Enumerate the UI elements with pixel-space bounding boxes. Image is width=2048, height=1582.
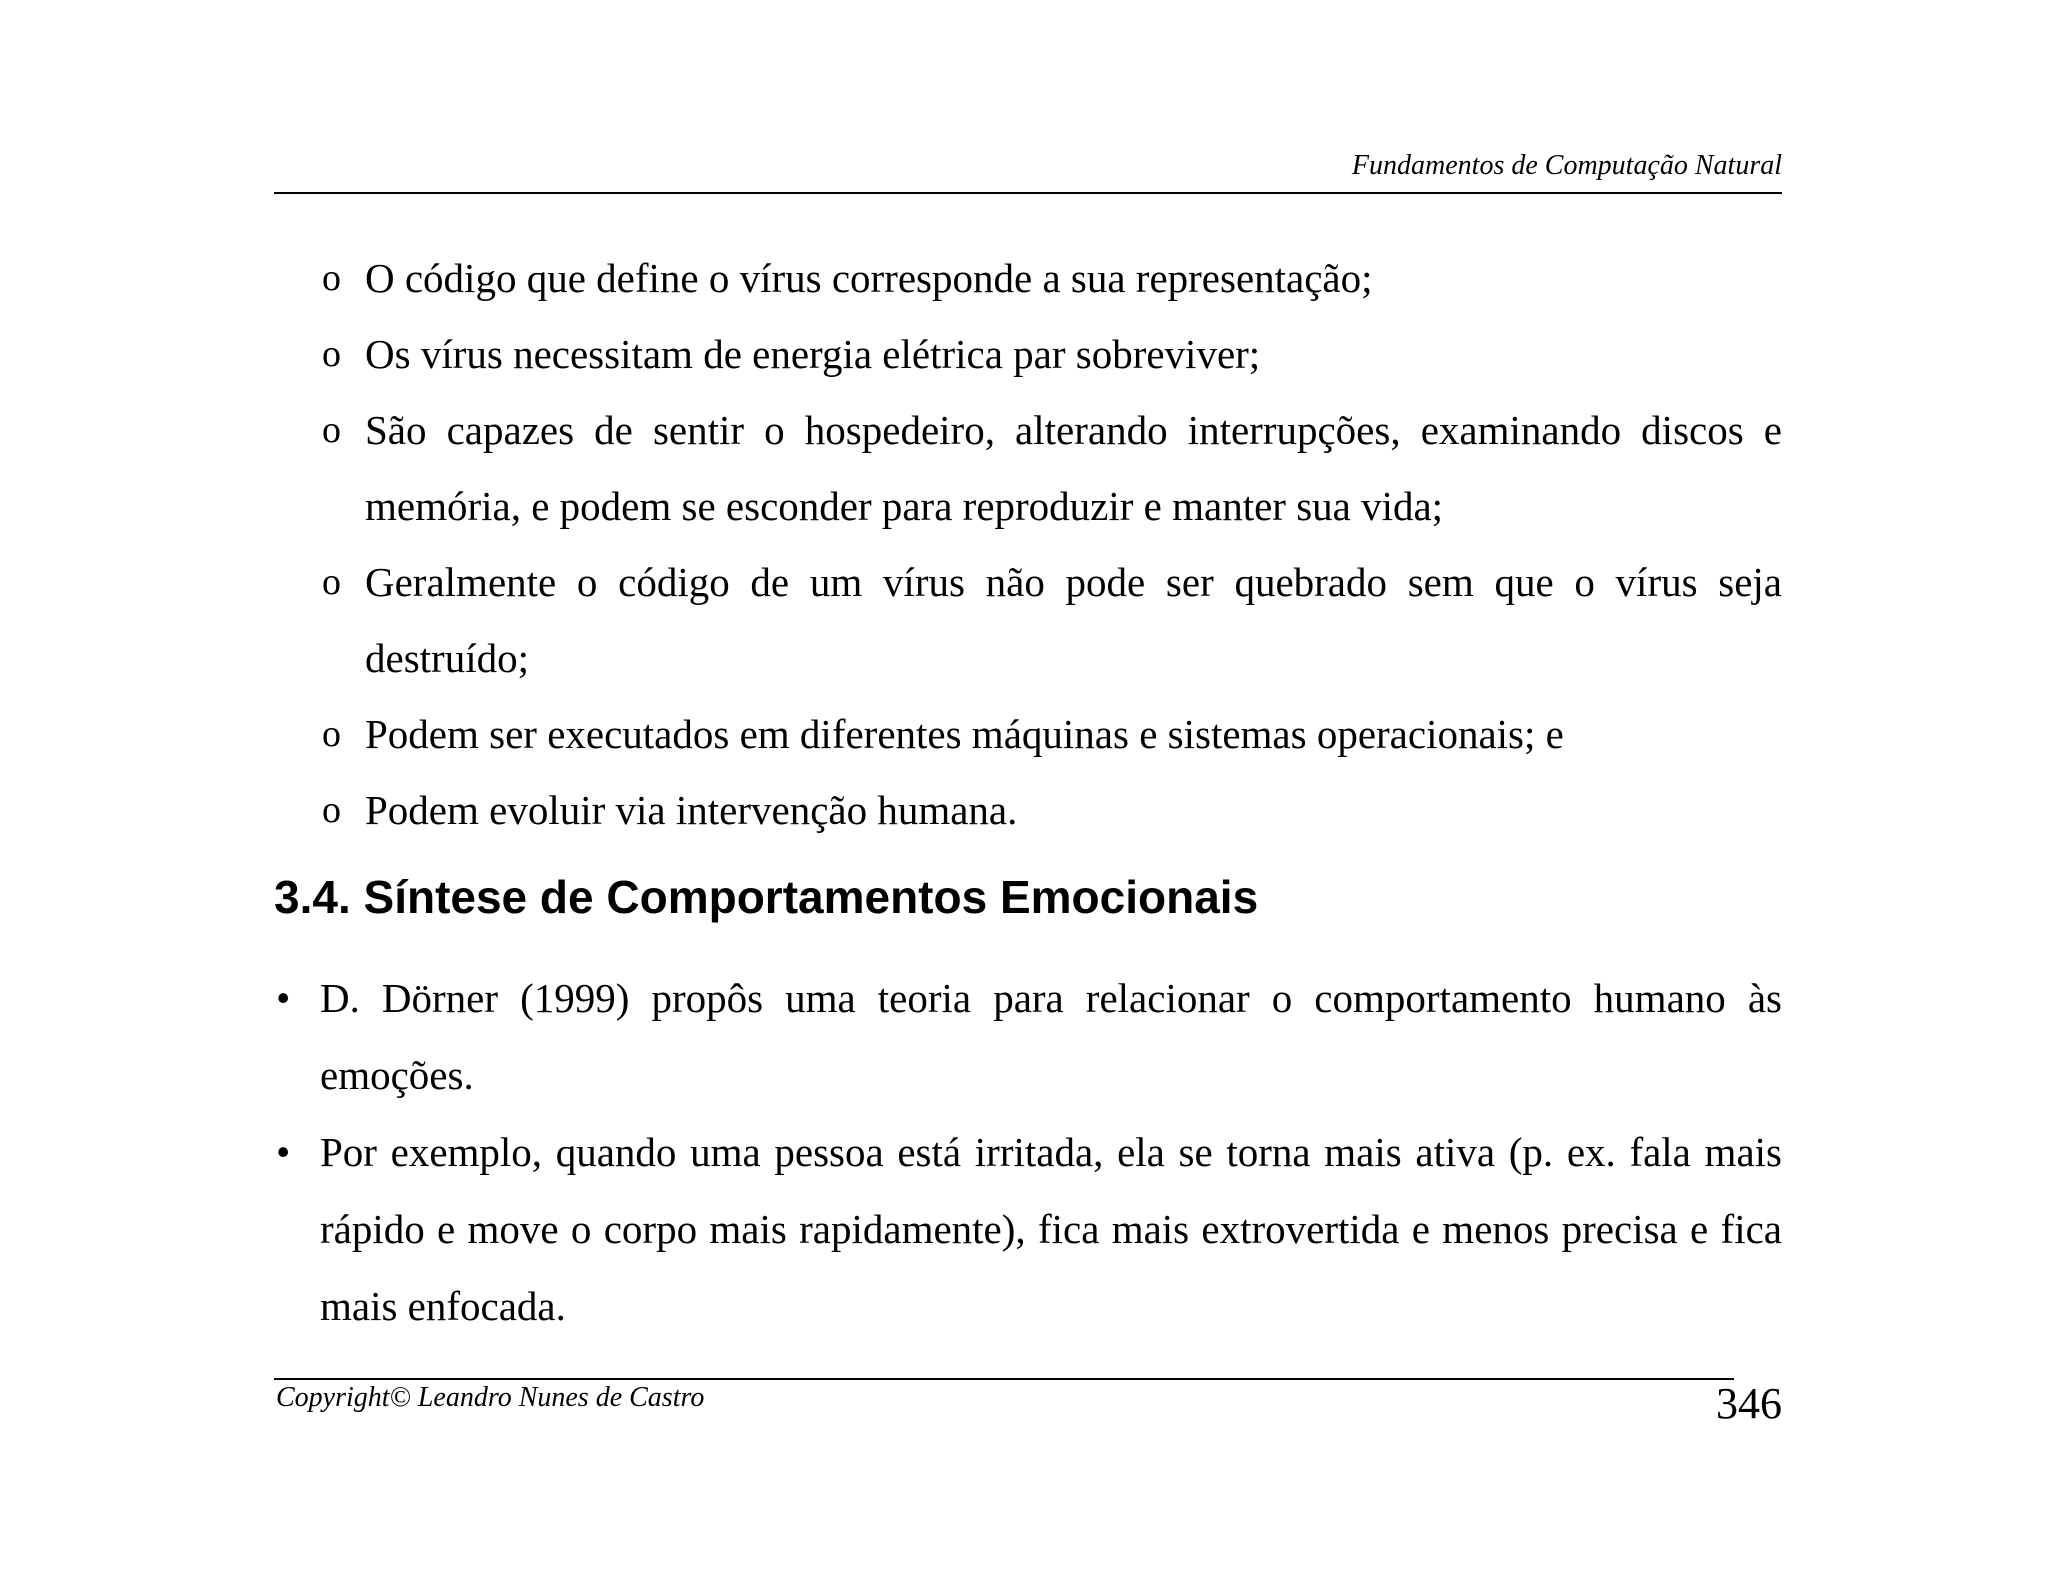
circle-bullet-marker: o [322, 333, 341, 375]
main-bullet-list [274, 960, 1782, 1345]
sub-bullet-text: Os vírus necessitam de energia elétrica par sobreviver; [365, 331, 1261, 377]
main-bullet-item [274, 960, 1782, 1114]
main-bullet-text: Por exemplo, quando uma pessoa está irritada, ela se torna mais ativa (p. ex. fala mais rápido e move o corpo mais rapidamente), fica mais extrovertida e menos precisa e fica mais enfocada. [320, 1129, 1782, 1329]
circle-bullet-marker: o [322, 713, 341, 755]
circle-bullet-marker: o [322, 789, 341, 831]
page-number: 346 [1716, 1379, 1782, 1428]
sub-bullet-text: Geralmente o código de um vírus não pode ser quebrado sem que o vírus seja destruído; [365, 559, 1782, 681]
running-header: Fundamentos de Computação Natural [1351, 150, 1782, 181]
section-heading: 3.4. Síntese de Comportamentos Emocionais [274, 871, 1259, 923]
sub-bullet-item [322, 696, 1782, 772]
sub-bullet-item [322, 240, 1782, 316]
sub-bullet-text: O código que define o vírus corresponde a sua representação; [365, 255, 1373, 301]
circle-bullet-marker: o [322, 561, 341, 603]
sub-bullet-text: Podem ser executados em diferentes máquinas e sistemas operacionais; e [365, 711, 1564, 757]
bullet-dot-marker: • [276, 975, 291, 1021]
sub-bullet-item [322, 772, 1782, 848]
header-divider [274, 192, 1782, 194]
sub-bullet-item [322, 392, 1782, 544]
sub-bullet-item [322, 316, 1782, 392]
sub-bullet-text: Podem evoluir via intervenção humana. [365, 787, 1018, 833]
circle-bullet-marker: o [322, 257, 341, 299]
sub-bullet-list [322, 240, 1782, 848]
footer-copyright: Copyright© Leandro Nunes de Castro [276, 1382, 705, 1413]
circle-bullet-marker: o [322, 409, 341, 451]
sub-bullet-text: São capazes de sentir o hospedeiro, alterando interrupções, examinando discos e memória, e podem se esconder para reproduzir e manter sua vida; [365, 407, 1782, 529]
main-bullet-text: D. Dörner (1999) propôs uma teoria para relacionar o comportamento humano às emoções. [320, 975, 1782, 1098]
main-bullet-item [274, 1114, 1782, 1345]
bullet-dot-marker: • [276, 1129, 291, 1175]
footer-divider [274, 1378, 1734, 1380]
sub-bullet-item [322, 544, 1782, 696]
